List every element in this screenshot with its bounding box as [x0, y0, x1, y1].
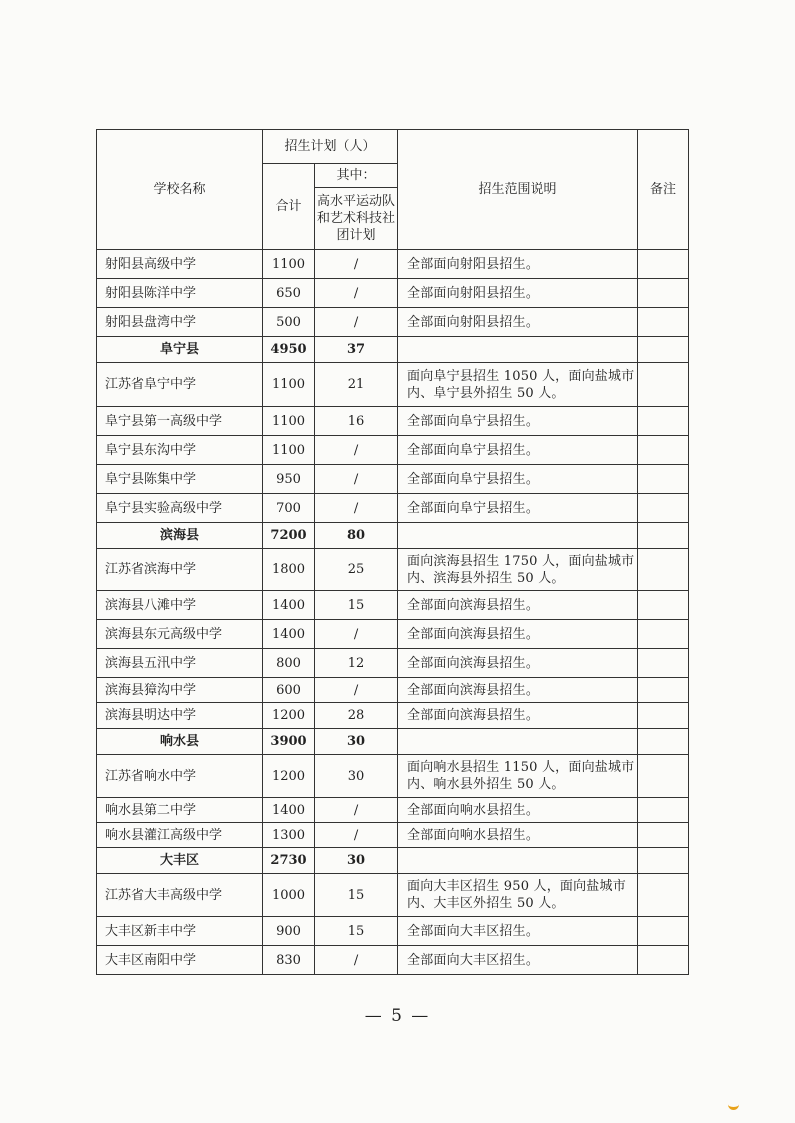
- table-row: [97, 363, 689, 407]
- total-cell: 500: [263, 308, 315, 337]
- scope-description-cell: [398, 337, 638, 363]
- scope-description-cell: 全部面向滨海县招生。: [398, 649, 638, 678]
- special-plan-cell: 30: [315, 848, 398, 874]
- special-plan-cell: 15: [315, 874, 398, 917]
- scope-description-cell: 面向滨海县招生 1750 人，面向盐城市内、滨海县外招生 50 人。: [398, 549, 638, 591]
- special-plan-cell: /: [315, 620, 398, 649]
- table-row: [97, 703, 689, 729]
- remarks-cell: [638, 678, 689, 703]
- page-number: — 5 —: [364, 1006, 431, 1026]
- school-name-cell: 滨海县五汛中学: [97, 649, 263, 678]
- district-subtotal-row: [97, 848, 689, 874]
- header-total: 合计: [263, 164, 315, 250]
- special-plan-cell: 80: [315, 523, 398, 549]
- scope-description-cell: 全部面向射阳县招生。: [398, 308, 638, 337]
- scope-description-cell: 全部面向大丰区招生。: [398, 917, 638, 946]
- school-name-cell: 滨海县东元高级中学: [97, 620, 263, 649]
- special-plan-cell: 37: [315, 337, 398, 363]
- special-plan-cell: 30: [315, 755, 398, 798]
- district-subtotal-row: [97, 729, 689, 755]
- total-cell: 1100: [263, 436, 315, 465]
- special-plan-cell: /: [315, 465, 398, 494]
- special-plan-cell: /: [315, 823, 398, 848]
- total-cell: 1400: [263, 591, 315, 620]
- table-row: [97, 549, 689, 591]
- header-scope: 招生范围说明: [398, 130, 638, 250]
- school-name-cell: 阜宁县陈集中学: [97, 465, 263, 494]
- table-row: [97, 279, 689, 308]
- remarks-cell: [638, 407, 689, 436]
- scope-description-cell: 全部面向滨海县招生。: [398, 620, 638, 649]
- table-row: [97, 874, 689, 917]
- scope-description-cell: 全部面向阜宁县招生。: [398, 494, 638, 523]
- remarks-cell: [638, 848, 689, 874]
- school-name-cell: 大丰区南阳中学: [97, 946, 263, 975]
- table-row: [97, 407, 689, 436]
- table-row: [97, 620, 689, 649]
- header-of-which: 其中：: [315, 164, 398, 188]
- special-plan-cell: /: [315, 279, 398, 308]
- table-row: [97, 250, 689, 279]
- remarks-cell: [638, 279, 689, 308]
- table-row: [97, 649, 689, 678]
- scope-description-cell: 面向大丰区招生 950 人，面向盐城市内、大丰区外招生 50 人。: [398, 874, 638, 917]
- header-row-1: [97, 130, 689, 164]
- remarks-cell: [638, 308, 689, 337]
- school-name-cell: 射阳县陈洋中学: [97, 279, 263, 308]
- total-cell: 950: [263, 465, 315, 494]
- remarks-cell: [638, 917, 689, 946]
- total-cell: 1200: [263, 755, 315, 798]
- remarks-cell: [638, 494, 689, 523]
- total-cell: 1200: [263, 703, 315, 729]
- scope-description-cell: 全部面向滨海县招生。: [398, 703, 638, 729]
- total-cell: 1100: [263, 363, 315, 407]
- table-row: [97, 494, 689, 523]
- scope-description-cell: 全部面向阜宁县招生。: [398, 465, 638, 494]
- corner-mark-icon: [728, 1101, 739, 1110]
- total-cell: 4950: [263, 337, 315, 363]
- remarks-cell: [638, 946, 689, 975]
- school-name-cell: 阜宁县第一高级中学: [97, 407, 263, 436]
- total-cell: 800: [263, 649, 315, 678]
- school-name-cell: 阜宁县: [97, 337, 263, 363]
- header-school-name: 学校名称: [97, 130, 263, 250]
- special-plan-cell: 12: [315, 649, 398, 678]
- remarks-cell: [638, 363, 689, 407]
- school-name-cell: 滨海县獐沟中学: [97, 678, 263, 703]
- remarks-cell: [638, 729, 689, 755]
- special-plan-cell: /: [315, 678, 398, 703]
- remarks-cell: [638, 549, 689, 591]
- special-plan-cell: 16: [315, 407, 398, 436]
- school-name-cell: 大丰区新丰中学: [97, 917, 263, 946]
- scope-description-cell: 全部面向滨海县招生。: [398, 678, 638, 703]
- total-cell: 1000: [263, 874, 315, 917]
- table-row: [97, 308, 689, 337]
- scope-description-cell: 全部面向响水县招生。: [398, 823, 638, 848]
- remarks-cell: [638, 465, 689, 494]
- total-cell: 1300: [263, 823, 315, 848]
- school-name-cell: 阜宁县东沟中学: [97, 436, 263, 465]
- scope-description-cell: 全部面向大丰区招生。: [398, 946, 638, 975]
- header-special: 高水平运动队和艺术科技社团计划: [315, 188, 398, 250]
- scope-description-cell: 面向响水县招生 1150 人，面向盐城市内、响水县外招生 50 人。: [398, 755, 638, 798]
- special-plan-cell: 30: [315, 729, 398, 755]
- school-name-cell: 射阳县高级中学: [97, 250, 263, 279]
- school-name-cell: 射阳县盘湾中学: [97, 308, 263, 337]
- school-name-cell: 滨海县: [97, 523, 263, 549]
- scope-description-cell: 全部面向阜宁县招生。: [398, 436, 638, 465]
- scope-description-cell: 全部面向射阳县招生。: [398, 279, 638, 308]
- total-cell: 700: [263, 494, 315, 523]
- scope-description-cell: 全部面向响水县招生。: [398, 798, 638, 823]
- remarks-cell: [638, 755, 689, 798]
- remarks-cell: [638, 798, 689, 823]
- total-cell: 830: [263, 946, 315, 975]
- special-plan-cell: 28: [315, 703, 398, 729]
- table-row: [97, 755, 689, 798]
- scope-description-cell: 面向阜宁县招生 1050 人，面向盐城市内、阜宁县外招生 50 人。: [398, 363, 638, 407]
- school-name-cell: 大丰区: [97, 848, 263, 874]
- table-row: [97, 823, 689, 848]
- school-name-cell: 阜宁县实验高级中学: [97, 494, 263, 523]
- special-plan-cell: /: [315, 308, 398, 337]
- remarks-cell: [638, 337, 689, 363]
- remarks-cell: [638, 591, 689, 620]
- total-cell: 1100: [263, 250, 315, 279]
- district-subtotal-row: [97, 337, 689, 363]
- special-plan-cell: /: [315, 436, 398, 465]
- scope-description-cell: [398, 729, 638, 755]
- total-cell: 3900: [263, 729, 315, 755]
- school-name-cell: 滨海县八滩中学: [97, 591, 263, 620]
- school-name-cell: 响水县: [97, 729, 263, 755]
- scope-description-cell: [398, 848, 638, 874]
- header-plan: 招生计划（人）: [263, 130, 398, 164]
- special-plan-cell: /: [315, 798, 398, 823]
- table-row: [97, 465, 689, 494]
- total-cell: 1800: [263, 549, 315, 591]
- table-row: [97, 798, 689, 823]
- special-plan-cell: 21: [315, 363, 398, 407]
- header-remarks: 备注: [638, 130, 689, 250]
- school-name-cell: 江苏省大丰高级中学: [97, 874, 263, 917]
- special-plan-cell: /: [315, 250, 398, 279]
- table-row: [97, 946, 689, 975]
- scope-description-cell: 全部面向射阳县招生。: [398, 250, 638, 279]
- total-cell: 1400: [263, 620, 315, 649]
- table-row: [97, 591, 689, 620]
- remarks-cell: [638, 523, 689, 549]
- school-name-cell: 江苏省阜宁中学: [97, 363, 263, 407]
- remarks-cell: [638, 874, 689, 917]
- total-cell: 2730: [263, 848, 315, 874]
- school-name-cell: 江苏省响水中学: [97, 755, 263, 798]
- total-cell: 1400: [263, 798, 315, 823]
- special-plan-cell: /: [315, 494, 398, 523]
- total-cell: 7200: [263, 523, 315, 549]
- remarks-cell: [638, 250, 689, 279]
- remarks-cell: [638, 649, 689, 678]
- special-plan-cell: /: [315, 946, 398, 975]
- school-name-cell: 江苏省滨海中学: [97, 549, 263, 591]
- remarks-cell: [638, 620, 689, 649]
- total-cell: 600: [263, 678, 315, 703]
- remarks-cell: [638, 823, 689, 848]
- table-row: [97, 436, 689, 465]
- special-plan-cell: 15: [315, 591, 398, 620]
- scope-description-cell: 全部面向滨海县招生。: [398, 591, 638, 620]
- total-cell: 900: [263, 917, 315, 946]
- school-name-cell: 响水县第二中学: [97, 798, 263, 823]
- school-name-cell: 响水县灌江高级中学: [97, 823, 263, 848]
- remarks-cell: [638, 436, 689, 465]
- school-name-cell: 滨海县明达中学: [97, 703, 263, 729]
- remarks-cell: [638, 703, 689, 729]
- special-plan-cell: 15: [315, 917, 398, 946]
- enrollment-plan-table: [96, 129, 689, 975]
- district-subtotal-row: [97, 523, 689, 549]
- special-plan-cell: 25: [315, 549, 398, 591]
- scope-description-cell: 全部面向阜宁县招生。: [398, 407, 638, 436]
- scope-description-cell: [398, 523, 638, 549]
- table-row: [97, 917, 689, 946]
- total-cell: 1100: [263, 407, 315, 436]
- total-cell: 650: [263, 279, 315, 308]
- table-row: [97, 678, 689, 703]
